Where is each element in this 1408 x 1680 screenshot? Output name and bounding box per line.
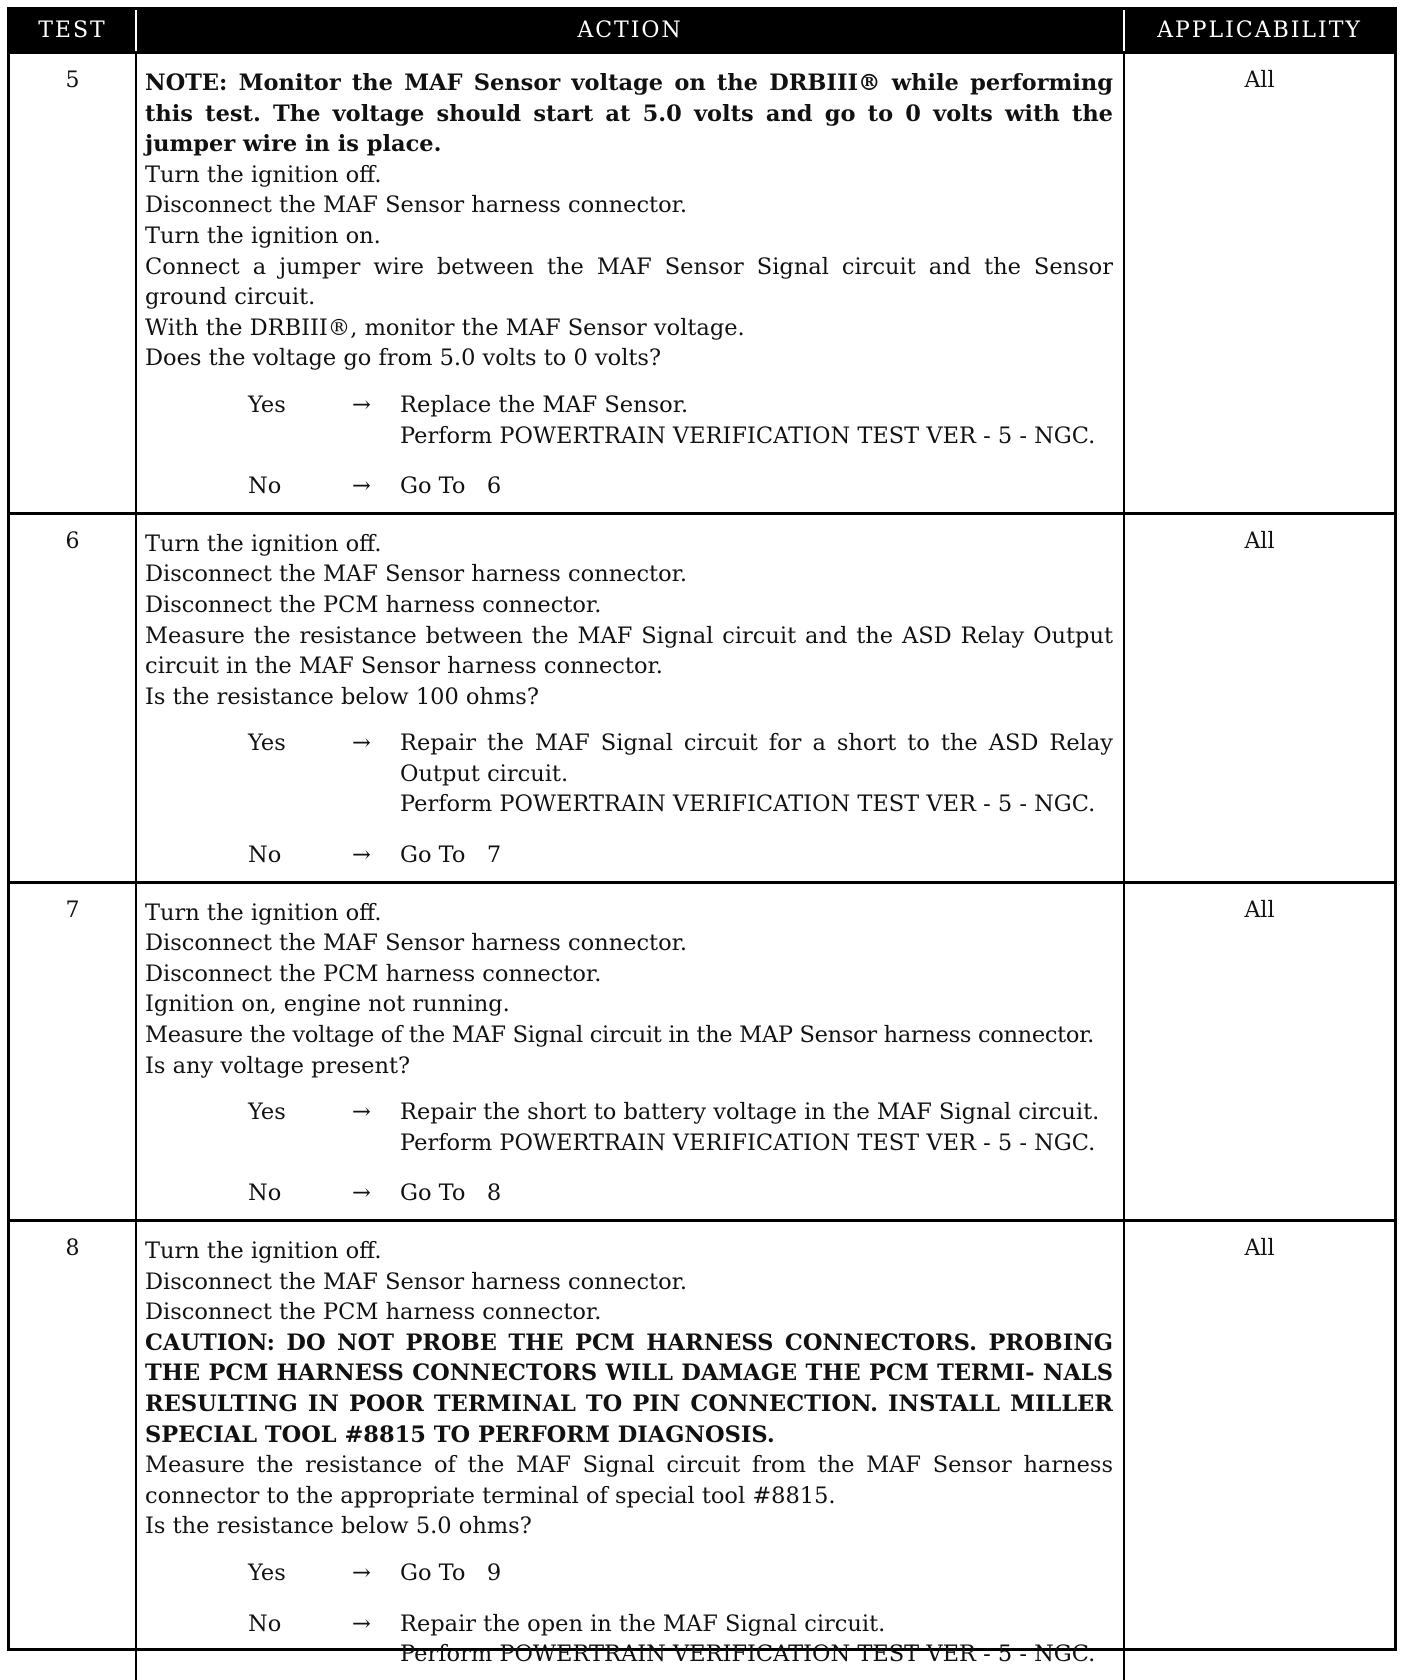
- step-text: Is the resistance below 100 ohms?: [145, 683, 539, 710]
- step-text: Disconnect the MAF Sensor harness connector.: [145, 930, 688, 957]
- no-branch: [145, 471, 1113, 502]
- action-cell: [136, 53, 1124, 514]
- applicability-cell: All: [1124, 53, 1394, 514]
- step-text: Measure the resistance between the MAF Signal circuit and the ASD Relay Output circuit in the MAF Sensor harness connector.: [145, 622, 1113, 680]
- step-text: Is the resistance below 5.0 ohms?: [145, 1513, 532, 1540]
- result-line: Repair the open in the MAF Signal circuit.: [400, 1610, 886, 1637]
- arrow-icon: →: [352, 842, 371, 869]
- no-branch: [145, 1609, 1113, 1670]
- no-result: [400, 1609, 1113, 1670]
- yes-label: Yes: [248, 391, 286, 418]
- action-cell: [136, 1221, 1124, 1680]
- step-text: Turn the ignition off.: [145, 1238, 382, 1264]
- table-header-row: [10, 10, 1394, 53]
- table-row: [10, 1221, 1394, 1680]
- arrow-icon: →: [352, 473, 371, 500]
- no-branch: [145, 1178, 1113, 1209]
- result-line: Replace the MAF Sensor.: [400, 391, 689, 418]
- result-line: Repair the MAF Signal circuit for a short to the ASD Relay Output circuit.: [400, 730, 1113, 787]
- result-line: Go To 7: [400, 842, 502, 869]
- arrow-icon: →: [352, 1180, 371, 1207]
- header-test: TEST: [10, 10, 136, 53]
- diagnostic-test-table: [7, 7, 1397, 1668]
- yes-branch: [145, 1097, 1113, 1158]
- yes-branch: [145, 390, 1113, 451]
- step-text: Does the voltage go from 5.0 volts to 0 volts?: [145, 345, 662, 372]
- result-line: Perform POWERTRAIN VERIFICATION TEST VER - 5 - NGC.: [400, 791, 1096, 818]
- yes-result: [400, 390, 1113, 451]
- step-text: Disconnect the PCM harness connector.: [145, 1299, 602, 1326]
- arrow-icon: →: [352, 1610, 371, 1637]
- header-applicability: APPLICABILITY: [1124, 10, 1394, 53]
- yes-result: [400, 728, 1113, 820]
- arrow-icon: →: [352, 730, 371, 757]
- step-text: Turn the ignition off.: [145, 530, 382, 557]
- yes-branch: [145, 1558, 1113, 1589]
- test-number: 7: [10, 882, 136, 1220]
- applicability-cell: All: [1124, 513, 1394, 882]
- arrow-icon: →: [352, 1099, 371, 1126]
- step-text: Disconnect the MAF Sensor harness connector.: [145, 1268, 688, 1295]
- test-table: [10, 10, 1394, 1680]
- yes-label: Yes: [248, 730, 286, 757]
- table-row: [10, 513, 1394, 882]
- table-row: [10, 53, 1394, 514]
- no-label: No: [248, 1610, 282, 1637]
- no-label: No: [248, 1180, 282, 1207]
- step-text: Measure the resistance of the MAF Signal circuit from the MAF Sensor harness connector to the appropriate terminal of special tool #8815.: [145, 1452, 1113, 1509]
- note-text: NOTE: Monitor the MAF Sensor voltage on the DRBIII® while performing this test. The voltage should start at 5.0 volts and go to 0 volts with the jumper wire in is place.: [145, 70, 1113, 158]
- result-line: Go To 9: [400, 1559, 502, 1586]
- result-line: Go To 6: [400, 473, 502, 500]
- no-label: No: [248, 473, 282, 500]
- yes-label: Yes: [248, 1099, 286, 1126]
- no-result: [400, 840, 1113, 871]
- action-cell: [136, 513, 1124, 882]
- result-line: Go To 8: [400, 1180, 502, 1207]
- yes-result: [400, 1558, 1113, 1589]
- step-text: Measure the voltage of the MAF Signal circuit in the MAP Sensor harness connector.: [145, 1022, 1095, 1049]
- table-row: [10, 882, 1394, 1220]
- test-number: 6: [10, 513, 136, 882]
- step-text: With the DRBIII®, monitor the MAF Sensor voltage.: [145, 314, 745, 341]
- no-result: [400, 1178, 1113, 1209]
- step-text: Turn the ignition on.: [145, 222, 381, 249]
- step-text: Disconnect the MAF Sensor harness connector.: [145, 561, 688, 588]
- no-label: No: [248, 842, 282, 869]
- step-text: Turn the ignition off.: [145, 899, 382, 926]
- step-text: Disconnect the PCM harness connector.: [145, 591, 602, 618]
- result-line: Perform POWERTRAIN VERIFICATION TEST VER - 5 - NGC.: [400, 1641, 1096, 1668]
- step-text: Disconnect the PCM harness connector.: [145, 960, 602, 987]
- arrow-icon: →: [352, 391, 371, 418]
- yes-branch: [145, 728, 1113, 820]
- result-line: Perform POWERTRAIN VERIFICATION TEST VER - 5 - NGC.: [400, 422, 1096, 449]
- caution-text: CAUTION: DO NOT PROBE THE PCM HARNESS CONNECTORS. PROBING THE PCM HARNESS CONNECTORS WILL DAMAGE THE PCM TERMI- NALS RESULTING IN POOR TERMINAL TO PIN CONNECTION. INSTALL MILLER SPECIAL TOOL #8815 TO PERFORM DIAGNOSIS.: [145, 1329, 1113, 1448]
- arrow-icon: →: [352, 1559, 371, 1586]
- yes-label: Yes: [248, 1559, 286, 1586]
- step-text: Is any voltage present?: [145, 1052, 411, 1079]
- step-text: Ignition on, engine not running.: [145, 991, 510, 1018]
- yes-result: [400, 1097, 1113, 1158]
- step-text: Disconnect the MAF Sensor harness connector.: [145, 192, 688, 219]
- result-line: Perform POWERTRAIN VERIFICATION TEST VER - 5 - NGC.: [400, 1129, 1096, 1156]
- applicability-cell: All: [1124, 882, 1394, 1220]
- test-number: 8: [10, 1221, 136, 1680]
- no-branch: [145, 840, 1113, 871]
- no-result: [400, 471, 1113, 502]
- action-cell: [136, 882, 1124, 1220]
- test-number: 5: [10, 53, 136, 514]
- step-text: Turn the ignition off.: [145, 161, 382, 188]
- header-action: ACTION: [136, 10, 1124, 53]
- step-text: Connect a jumper wire between the MAF Sensor Signal circuit and the Sensor ground circuit.: [145, 253, 1113, 311]
- applicability-cell: All: [1124, 1221, 1394, 1680]
- result-line: Repair the short to battery voltage in the MAF Signal circuit.: [400, 1099, 1100, 1126]
